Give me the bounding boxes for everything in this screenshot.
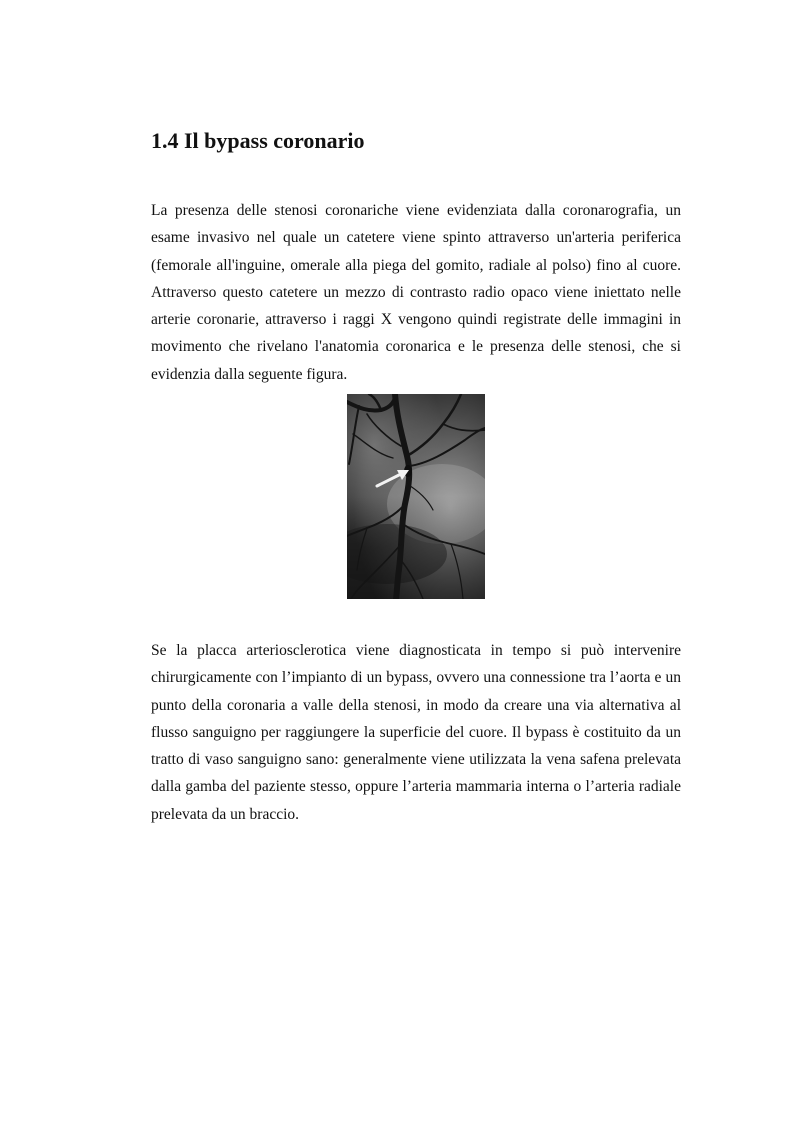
paragraph-bypass: Se la placca arteriosclerotica viene diagnosticata in tempo si può intervenire chirurgicamente con l’impianto di un bypass, ovvero una connessione tra l’aorta e un punto della coronaria a valle della stenosi, in modo da creare una via alternativa al flusso sanguigno per raggiungere la superficie del cuore. Il bypass è costituito da un tratto di vaso sanguigno sano: generalmente viene utilizzata la vena safena prelevata dalla gamba del paziente stesso, oppure l’arteria mammaria interna o l’arteria radiale prelevata da un braccio. — [151, 642, 681, 823]
angiogram-figure — [347, 394, 485, 599]
section-heading: 1.4 Il bypass coronario — [151, 128, 365, 153]
paragraph-coronarography: La presenza delle stenosi coronariche viene evidenziata dalla coronarografia, un esame invasivo nel quale un catetere viene spinto attraverso un'arteria periferica (femorale all'inguine, omerale alla piega del gomito, radiale al polso) fino al cuore. Attraverso questo catetere un mezzo di contrasto radio opaco viene iniettato nelle arterie coronarie, attraverso i raggi X vengono quindi registrate delle immagini in movimento che rivelano l'anatomia coronarica e le presenza delle stenosi, che si evidenzia dalla seguente figura. — [151, 202, 681, 383]
angiogram-image — [347, 394, 485, 599]
